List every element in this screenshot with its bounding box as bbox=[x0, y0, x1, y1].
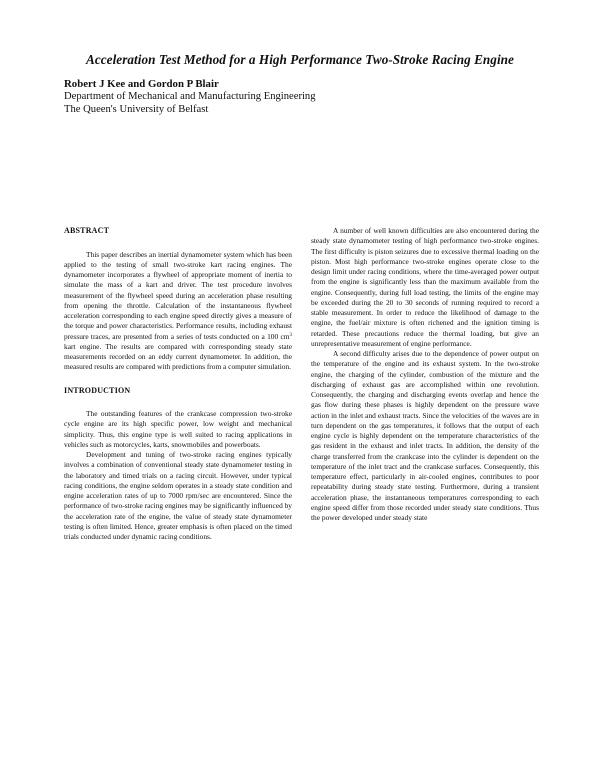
introduction-heading: INTRODUCTION bbox=[64, 385, 131, 395]
authors: Robert J Kee and Gordon P Blair bbox=[64, 78, 219, 90]
right-paragraph-2: A second difficulty arises due to the dependence of power output on the temperature of the engine and its exhaust system. In the two-stroke engine, the charging of the cylinder, combustion of the mixture and the discharging of exhaust gas are accomplished within one revolution. Consequently, the charging and discharging events overlap and hence the gas flow during these phases is highly dependent on the pressure wave action in the inlet and exhaust tracts. Since the velocities of the waves are in turn dependent on the gas temperatures, it follows that the output of each engine cycle is highly dependent on the temperature characteristics of the gas resident in the exhaust and inlet tracts. In addition, the density of the charge transferred from the crankcase into the cylinder is dependent on the temperature of the inlet tract and the crankcase surfaces. Consequently, this temperature effect, particularly in air-cooled engines, contributes to poor repeatability during steady state testing. Furthermore, during a transient acceleration phase, the instantaneous temperatures corresponding to each engine speed differ from those recorded under steady state conditions. Thus the power developed under steady state bbox=[311, 349, 539, 522]
paper-title: Acceleration Test Method for a High Performance Two-Stroke Racing Engine bbox=[86, 52, 514, 67]
introduction-paragraph-1: The outstanding features of the crankcase compression two-stroke cycle engine are its high specific power, low weight and mechanical simplicity. Thus, this engine type is well suited to racing applications in vehicles such as motorcycles, karts, snowmobiles and powerboats. bbox=[64, 409, 292, 449]
introduction-paragraph-2: Development and tuning of two-stroke racing engines typically involves a combination of conventional steady state dynamometer testing in the laboratory and timed trials on a racing circuit. However, under typical racing conditions, the engine seldom operates in a steady state condition and engine acceleration rates of up to 7000 rpm/sec are encountered. Since the performance of two-stroke racing engines may be significantly influenced by the acceleration rate of the engine, the value of steady state dynamometer testing is often limited. Hence, greater emphasis is often placed on the timed trials conducted under dynamic racing conditions. bbox=[64, 450, 293, 541]
left-column bbox=[64, 226, 292, 542]
right-column bbox=[311, 226, 539, 523]
affiliation-department: Department of Mechanical and Manufacturing Engineering bbox=[64, 91, 316, 102]
abstract-text-1: This paper describes an inertial dynamometer system which has been applied to the testing of small two-stroke kart racing engines. The dynamometer incorporates a flywheel of appropriate moment of inertia to simulate the mass of a kart and driver. The test procedure involves measurement of the flywheel speed during an acceleration phase resulting from opening the throttle. Calculation of the instantaneous flywheel acceleration corresponding to each engine speed directly gives a measure of the torque and power characteristics. Performance results, including exhaust pressure traces, are presented from a series of tests conducted on a 100 cm bbox=[64, 249, 292, 341]
abstract-paragraph bbox=[64, 250, 292, 373]
affiliation-university: The Queen's University of Belfast bbox=[64, 104, 209, 115]
abstract-superscript: 3 bbox=[289, 332, 292, 338]
abstract-text-2: kart engine. The results are compared with corresponding steady state measurements recorded on an eddy current dynamometer. In addition, the measured results are compared with predictions from a computer simulation. bbox=[64, 341, 292, 372]
abstract-heading: ABSTRACT bbox=[64, 226, 110, 235]
right-paragraph-1: A number of well known difficulties are also encountered during the steady state dynamometer testing of high performance two-stroke engines. The first difficulty is piston seizures due to excessive thermal loading on the piston. Most high performance two-stroke engines operate close to the design limit under racing conditions, where the time-averaged power output from the engine is significantly less than the maximum available from the engine. Consequently, during full load testing, the limits of the engine may be exceeded during the 20 to 30 seconds of running required to record a stable measurement. In order to reduce the likelihood of damage to the engine, the fuel/air mixture is often richened and the ignition timing is retarded. These precautions reduce the thermal loading, but give an unrepresentative measurement of engine performance. bbox=[311, 226, 539, 348]
